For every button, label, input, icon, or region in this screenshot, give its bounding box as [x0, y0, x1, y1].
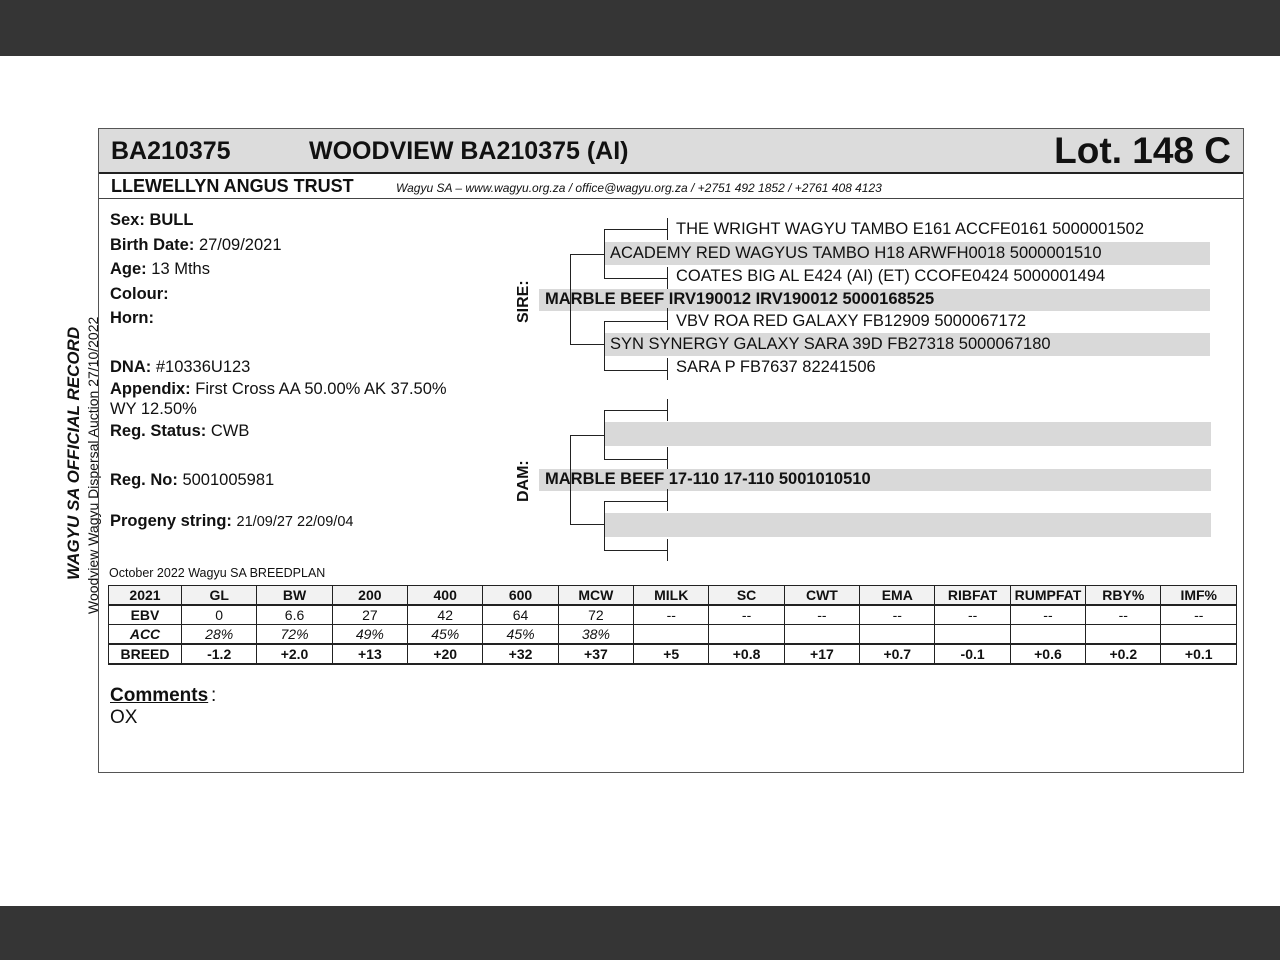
pedigree-line — [570, 344, 605, 345]
ebv-cell: 2021 — [109, 586, 182, 606]
birth-date-value: 27/09/2021 — [198, 236, 282, 254]
pedigree-line — [667, 358, 668, 380]
birth-date-field — [110, 236, 282, 255]
pedigree-line — [667, 308, 668, 330]
colour-label: Colour: — [110, 285, 169, 303]
ebv-cell: +32 — [483, 644, 558, 664]
ebv-cell: 0 — [182, 605, 257, 625]
progeny-value: 21/09/27 22/09/04 — [236, 514, 354, 530]
ebv-cell: 38% — [558, 625, 633, 645]
sex-field — [110, 211, 193, 230]
lot-number: Lot. 148 C — [1054, 130, 1231, 171]
comments-label: Comments — [110, 685, 209, 706]
ebv-cell — [1010, 625, 1085, 645]
ebv-cell: 72% — [257, 625, 332, 645]
reg-no-value: 5001005981 — [182, 471, 275, 489]
ebv-cell: ACC — [109, 625, 182, 645]
top-bar — [0, 0, 1280, 56]
ebv-cell — [1161, 625, 1237, 645]
ebv-cell: 600 — [483, 586, 558, 606]
sex-label: Sex: — [110, 211, 145, 229]
appendix-label: Appendix: — [110, 380, 191, 398]
ebv-cell: SC — [709, 586, 784, 606]
record-header — [99, 129, 1243, 174]
pedigree-dam: MARBLE BEEF 17-110 17-110 5001010510 — [545, 470, 871, 488]
ebv-cell: RUMPFAT — [1010, 586, 1085, 606]
ebv-cell: +0.6 — [1010, 644, 1085, 664]
pedigree-sire-sire: ACADEMY RED WAGYUS TAMBO H18 ARWFH0018 5000001510 — [610, 244, 1102, 262]
ebv-header-row — [109, 586, 1237, 606]
pedigree-line — [667, 447, 668, 469]
dam-label: DAM: — [515, 460, 532, 502]
ebv-cell: +0.1 — [1161, 644, 1237, 664]
sex-value: BULL — [149, 211, 194, 229]
pedigree-sire-dam-dam: SARA P FB7637 82241506 — [676, 358, 876, 376]
comments-text: OX — [110, 707, 138, 728]
appendix-field — [110, 380, 447, 399]
ebv-cell: MILK — [634, 586, 709, 606]
pedigree-shade — [604, 513, 1211, 537]
ebv-cell: EBV — [109, 605, 182, 625]
ebv-cell: 42 — [408, 605, 483, 625]
pedigree-line — [604, 321, 668, 322]
pedigree-line — [604, 370, 668, 371]
ebv-cell — [935, 625, 1010, 645]
pedigree-shade — [604, 422, 1211, 446]
pedigree-sire-dam: SYN SYNERGY GALAXY SARA 39D FB27318 5000067180 — [610, 335, 1051, 353]
pedigree-line — [570, 524, 605, 525]
ebv-cell: +5 — [634, 644, 709, 664]
horn-label: Horn: — [110, 309, 154, 327]
ebv-cell: +2.0 — [257, 644, 332, 664]
dna-field — [110, 358, 250, 377]
ebv-cell: 45% — [408, 625, 483, 645]
reg-status-value: CWB — [210, 422, 250, 440]
bottom-bar — [0, 906, 1280, 960]
age-label: Age: — [110, 260, 147, 278]
ebv-cell: RBY% — [1086, 586, 1161, 606]
progeny-label: Progeny string: — [110, 512, 232, 530]
horn-field — [110, 309, 154, 328]
appendix-value-2: WY 12.50% — [110, 400, 197, 418]
reg-status-label: Reg. Status: — [110, 422, 207, 440]
breed-row — [109, 644, 1237, 664]
auction-label: Woodview Wagyu Dispersal Auction 27/10/2022 — [85, 316, 101, 614]
progeny-field — [110, 512, 353, 531]
pedigree-line — [604, 229, 668, 230]
reg-no-label: Reg. No: — [110, 471, 178, 489]
ebv-cell: RIBFAT — [935, 586, 1010, 606]
pedigree-line — [667, 489, 668, 511]
pedigree-line — [667, 267, 668, 289]
pedigree-line — [667, 539, 668, 561]
ebv-cell: -0.1 — [935, 644, 1010, 664]
ebv-cell: 27 — [332, 605, 407, 625]
dna-value: #10336U123 — [155, 358, 251, 376]
animal-record-card — [98, 128, 1244, 773]
ebv-cell: BW — [257, 586, 332, 606]
ebv-cell: +0.2 — [1086, 644, 1161, 664]
ebv-cell: -- — [709, 605, 784, 625]
contact-info: Wagyu SA – www.wagyu.org.za / office@wagyu.org.za / +2751 492 1852 / +2761 408 4123 — [396, 181, 882, 195]
pedigree-line — [604, 501, 605, 551]
reg-no-field — [110, 471, 274, 490]
comments-colon: : — [211, 685, 217, 706]
age-value: 13 Mths — [151, 260, 210, 278]
ebv-cell: 6.6 — [257, 605, 332, 625]
ebv-cell: EMA — [860, 586, 935, 606]
ebv-cell: 45% — [483, 625, 558, 645]
pedigree-sire-dam-sire: VBV ROA RED GALAXY FB12909 5000067172 — [676, 312, 1027, 330]
ebv-cell: 64 — [483, 605, 558, 625]
ebv-cell — [709, 625, 784, 645]
pedigree-sire-sire-dam: COATES BIG AL E424 (AI) (ET) CCOFE0424 5000001494 — [676, 267, 1106, 285]
ebv-cell: MCW — [558, 586, 633, 606]
pedigree-line — [604, 278, 668, 279]
ebv-cell — [634, 625, 709, 645]
owner-row — [99, 174, 1243, 199]
ebv-cell: 400 — [408, 586, 483, 606]
ebv-cell: 28% — [182, 625, 257, 645]
owner-name: LLEWELLYN ANGUS TRUST — [111, 176, 354, 196]
ebv-table — [108, 585, 1237, 665]
ebv-row — [109, 605, 1237, 625]
pedigree-sire-sire-sire: THE WRIGHT WAGYU TAMBO E161 ACCFE0161 5000001502 — [676, 220, 1144, 238]
ebv-cell: 49% — [332, 625, 407, 645]
ebv-cell: 72 — [558, 605, 633, 625]
appendix-value: First Cross AA 50.00% AK 37.50% — [195, 380, 447, 398]
ebv-cell: BREED — [109, 644, 182, 664]
pedigree-line — [604, 459, 668, 460]
breedplan-caption: October 2022 Wagyu SA BREEDPLAN — [109, 566, 326, 580]
ebv-cell: +13 — [332, 644, 407, 664]
official-record-label: WAGYU SA OFFICIAL RECORD — [64, 326, 83, 580]
pedigree-line — [604, 321, 605, 371]
ebv-cell: -- — [1161, 605, 1237, 625]
ebv-cell: +37 — [558, 644, 633, 664]
animal-name: WOODVIEW BA210375 (AI) — [309, 137, 629, 165]
appendix-field-2 — [110, 400, 197, 419]
sire-label: SIRE: — [515, 280, 532, 323]
dna-label: DNA: — [110, 358, 152, 376]
ebv-cell: +0.8 — [709, 644, 784, 664]
ebv-cell — [860, 625, 935, 645]
ebv-cell: +0.7 — [860, 644, 935, 664]
ebv-cell — [784, 625, 859, 645]
colour-field — [110, 285, 169, 304]
animal-id: BA210375 — [111, 137, 231, 165]
ebv-cell: -- — [1086, 605, 1161, 625]
ebv-cell: IMF% — [1161, 586, 1237, 606]
ebv-cell: +17 — [784, 644, 859, 664]
ebv-cell: -1.2 — [182, 644, 257, 664]
birth-date-label: Birth Date: — [110, 236, 195, 254]
pedigree-line — [604, 501, 668, 502]
ebv-cell: +20 — [408, 644, 483, 664]
pedigree-sire: MARBLE BEEF IRV190012 IRV190012 5000168525 — [545, 290, 935, 308]
ebv-cell: 200 — [332, 586, 407, 606]
pedigree-line — [604, 550, 668, 551]
ebv-cell — [1086, 625, 1161, 645]
reg-status-field — [110, 422, 249, 441]
ebv-cell: -- — [860, 605, 935, 625]
acc-row — [109, 625, 1237, 645]
ebv-cell: -- — [935, 605, 1010, 625]
ebv-cell: -- — [784, 605, 859, 625]
ebv-cell: -- — [1010, 605, 1085, 625]
pedigree-line — [570, 254, 605, 255]
ebv-cell: GL — [182, 586, 257, 606]
age-field — [110, 260, 210, 279]
pedigree-line — [570, 435, 605, 436]
ebv-cell: CWT — [784, 586, 859, 606]
pedigree-line — [604, 410, 668, 411]
ebv-cell: -- — [634, 605, 709, 625]
